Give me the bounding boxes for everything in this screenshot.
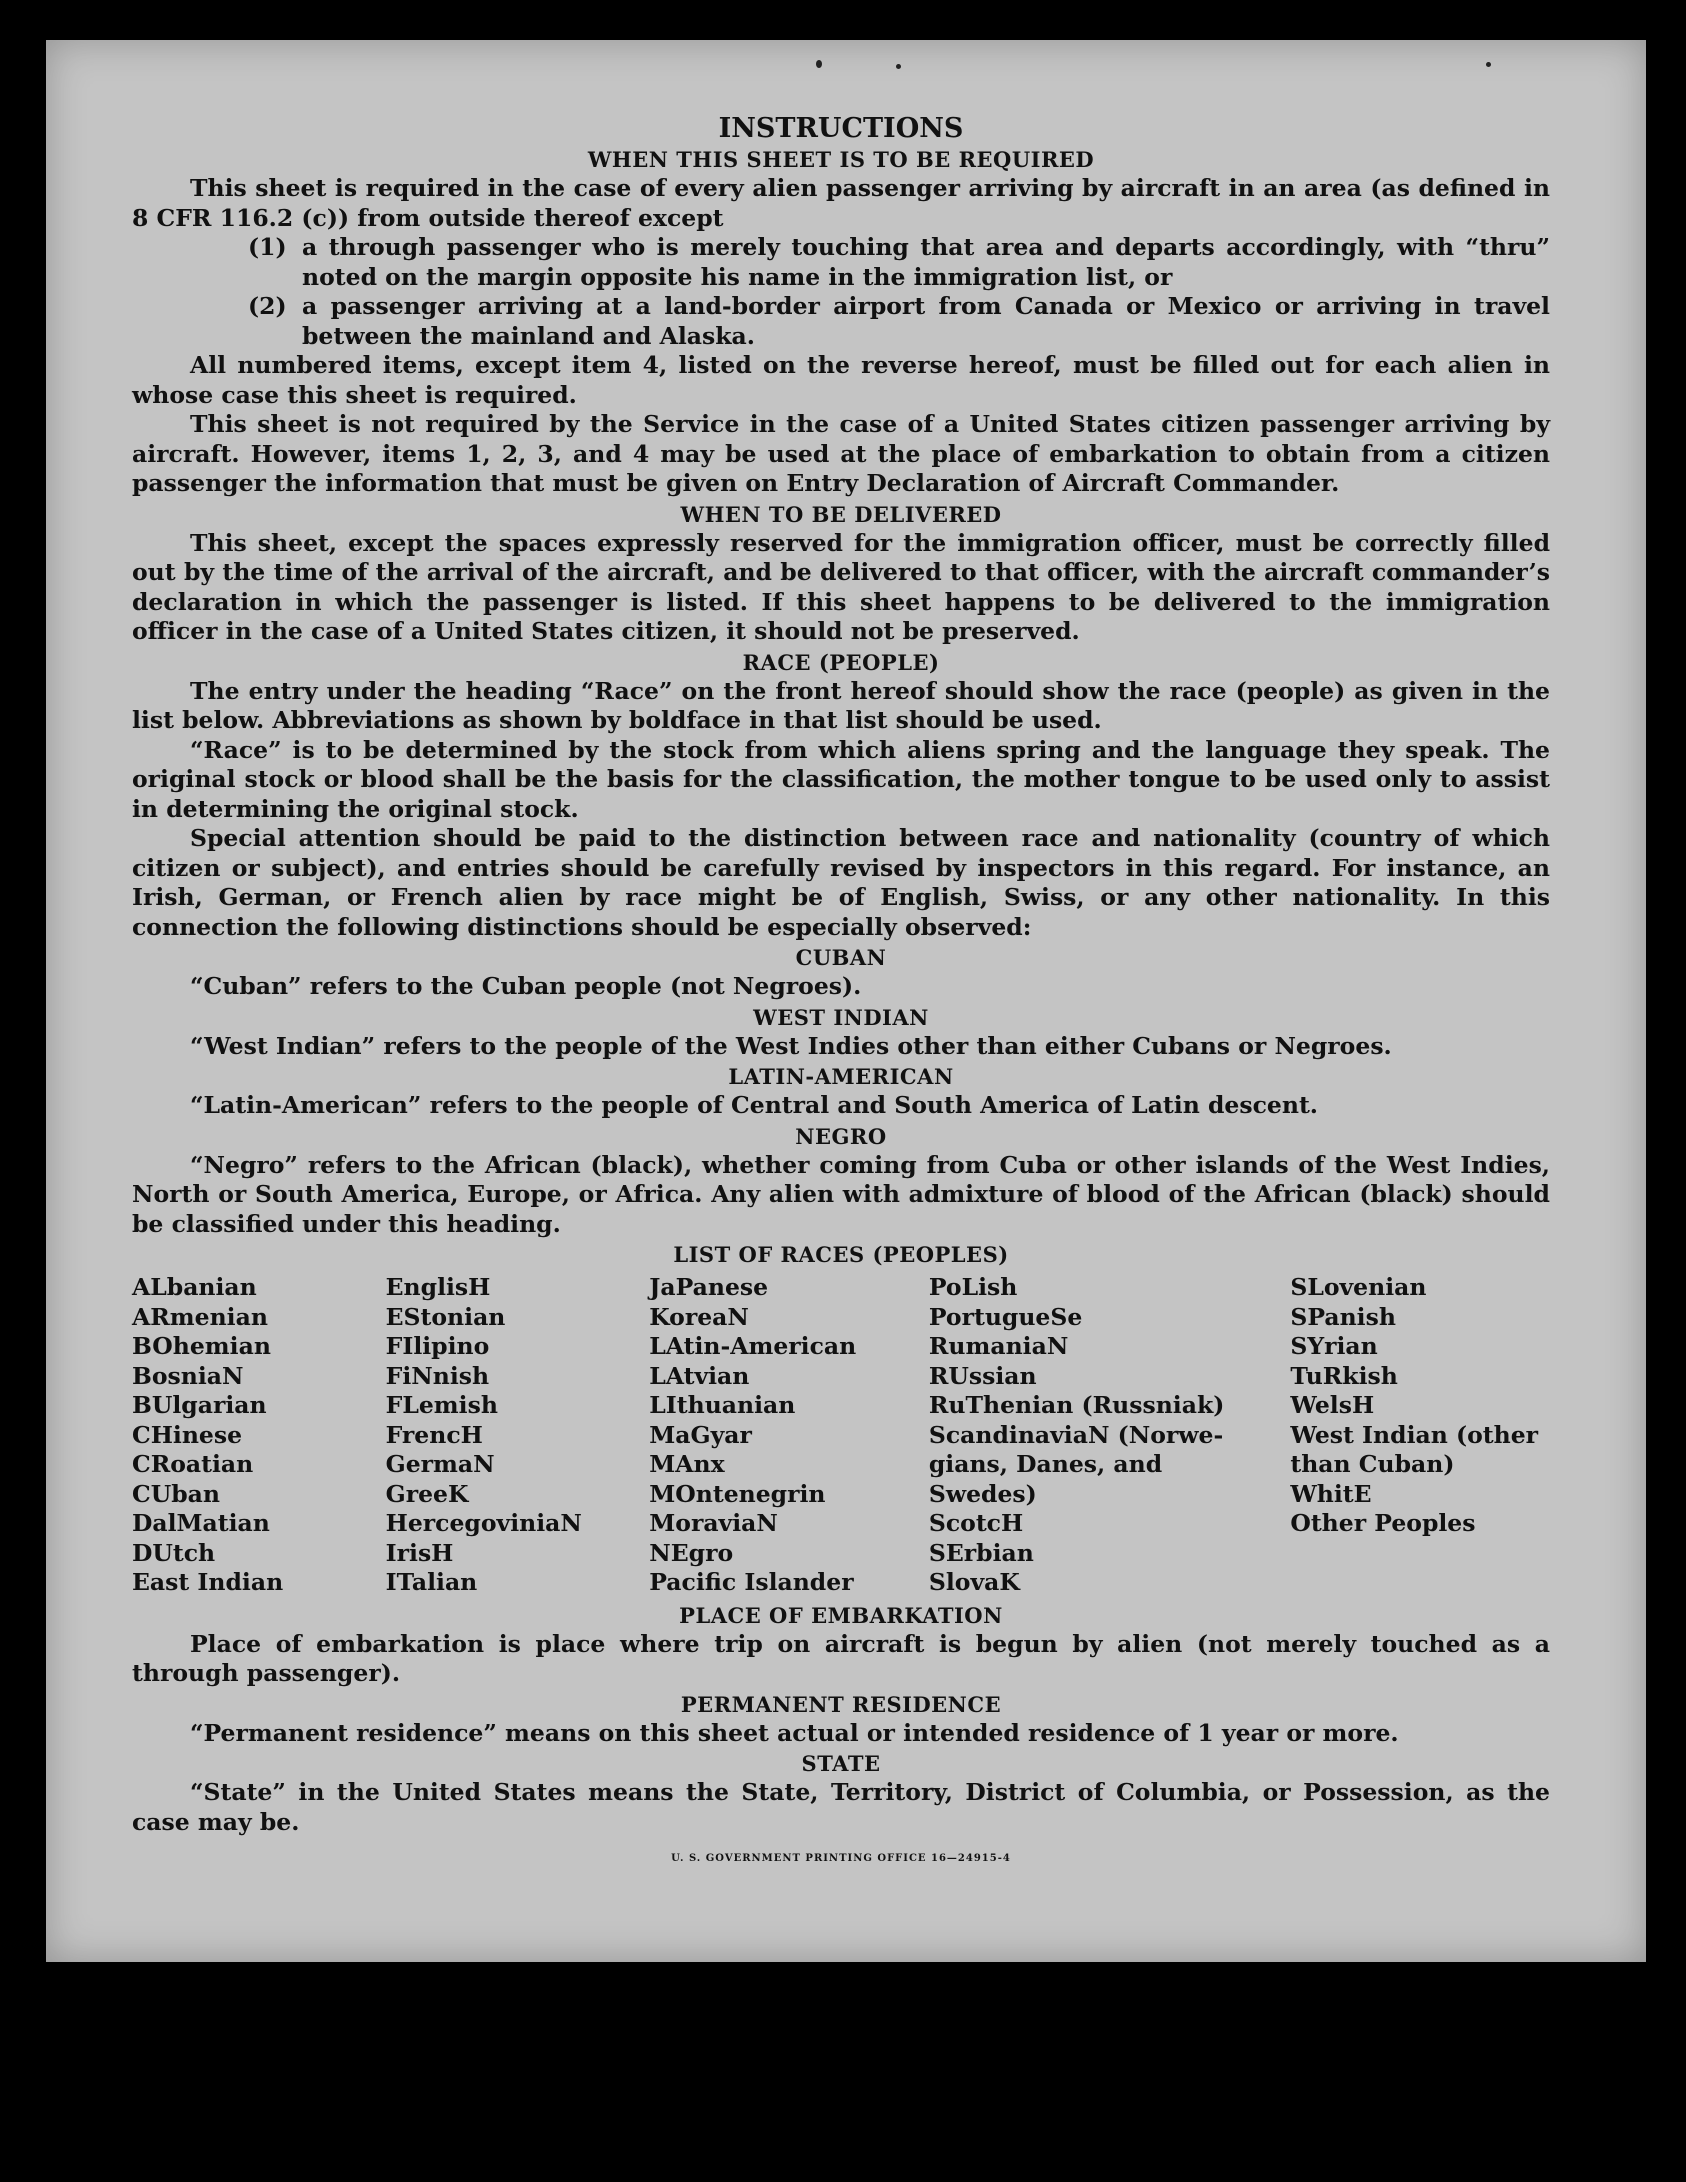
races-list	[132, 1273, 1550, 1598]
ink-speck	[896, 64, 901, 69]
race-para-2: “Race” is to be determined by the stock from which aliens spring and the language they speak. The original stock or blood shall be the basis for the classification, the mother tongue to be used only to assist in determining the original stock.	[132, 735, 1550, 823]
races-column-1	[132, 1273, 386, 1598]
race-entry: EnglisH	[385, 1273, 491, 1301]
race-entry: East Indian	[132, 1568, 284, 1596]
heading-latin-american: LATIN-AMERICAN	[728, 1064, 954, 1089]
heading-race: RACE (PEOPLE)	[742, 649, 940, 675]
heading-west-indian: WEST INDIAN	[753, 1004, 929, 1030]
race-entry: Pacific Islander	[649, 1568, 854, 1596]
race-entry: DalMatian	[132, 1509, 270, 1537]
item-text: a through passenger who is merely touching that area and departs accordingly, with “thru” noted on the margin opposite his name in the immigration list, or	[302, 233, 1550, 291]
race-entry: MaGyar	[649, 1420, 752, 1449]
race-para-3: Special attention should be paid to the distinction between race and nationality (country of which citizen or subject), and entries should be carefully revised by inspectors in this regard. For instance, an Irish, German, or French alien by race might be of English, Swiss, or any other nationality. In this connection the following distinctions should be especially observed:	[132, 824, 1550, 941]
races-column-2	[386, 1273, 650, 1598]
race-entry: LAtin-American	[649, 1332, 857, 1360]
race-entry: SErbian	[928, 1538, 1034, 1567]
heading-cuban: CUBAN	[795, 945, 887, 970]
race-entry: IrisH	[385, 1538, 454, 1567]
race-entry: WelsH	[1290, 1391, 1375, 1419]
race-entry: FrencH	[385, 1420, 483, 1449]
ink-speck	[816, 60, 822, 68]
race-entry: CUban	[132, 1479, 220, 1508]
race-entry: CHinese	[132, 1420, 243, 1449]
race-entry: WhitE	[1290, 1479, 1372, 1508]
printer-imprint: U. S. GOVERNMENT PRINTING OFFICE 16—24915-4	[671, 1853, 1011, 1864]
race-entry: ScandinaviaN (Norwe- gians, Danes, and Swedes)	[928, 1420, 1224, 1508]
race-entry: TuRkish	[1290, 1361, 1398, 1390]
document-title: INSTRUCTIONS	[718, 113, 964, 144]
race-entry: RUssian	[928, 1361, 1037, 1390]
race-entry: ALbanian	[132, 1273, 257, 1301]
delivered-text: This sheet, except the spaces expressly reserved for the immigration officer, must be correctly filled out by the time of the arrival of the aircraft, and be delivered to that officer, with the aircraft commander’s declaration in which the passenger is listed. If this sheet happens to be delivered to the immigration officer in the case of a United States citizen, it should not be preserved.	[132, 528, 1550, 645]
race-entry: RuThenian (Russniak)	[928, 1391, 1225, 1419]
required-intro: This sheet is required in the case of every alien passenger arriving by aircraft in an area (as defined in 8 CFR 116.2 (c)) from outside thereof except	[132, 174, 1550, 232]
race-entry: KoreaN	[649, 1302, 749, 1331]
race-entry: BosniaN	[132, 1361, 244, 1390]
race-entry: SYrian	[1290, 1332, 1378, 1360]
race-entry: PortugueSe	[928, 1302, 1083, 1331]
race-entry: GreeK	[385, 1479, 469, 1508]
exception-item-2	[132, 292, 1550, 351]
required-para-2: All numbered items, except item 4, listed on the reverse hereof, must be filled out for each alien in whose case this sheet is required.	[132, 351, 1550, 409]
race-entry: West Indian (other than Cuban)	[1290, 1420, 1539, 1478]
race-entry: EStonian	[385, 1302, 506, 1331]
race-entry: ScotcH	[928, 1509, 1024, 1537]
race-entry: BOhemian	[132, 1332, 271, 1360]
race-entry: FIlipino	[385, 1332, 490, 1360]
race-entry: PoLish	[928, 1273, 1018, 1301]
race-entry: MOntenegrin	[649, 1479, 826, 1508]
race-entry: LAtvian	[649, 1361, 750, 1390]
race-entry: ITalian	[385, 1568, 478, 1596]
race-entry: SlovaK	[928, 1568, 1020, 1596]
races-column-5	[1290, 1273, 1550, 1598]
item-number: (1)	[248, 233, 287, 261]
cuban-text: “Cuban” refers to the Cuban people (not Negroes).	[190, 972, 862, 1000]
race-entry: NEgro	[649, 1538, 734, 1567]
race-para-1: The entry under the heading “Race” on the front hereof should show the race (people) as given in the list below. Abbreviations as shown by boldface in that list should be used.	[132, 676, 1550, 734]
race-entry: LIthuanian	[649, 1391, 796, 1419]
race-entry: DUtch	[132, 1538, 216, 1567]
race-entry: FLemish	[385, 1391, 498, 1419]
race-entry: MoraviaN	[649, 1509, 778, 1537]
race-entry: MAnx	[649, 1450, 725, 1478]
heading-permanent-residence: PERMANENT RESIDENCE	[680, 1691, 1002, 1717]
embarkation-text: Place of embarkation is place where trip on aircraft is begun by alien (not merely touched as a through passenger).	[132, 1629, 1550, 1687]
negro-text: “Negro” refers to the African (black), whether coming from Cuba or other islands of the West Indies, North or South America, Europe, or Africa. Any alien with admixture of blood of the African (black) should be classified under this heading.	[132, 1150, 1550, 1238]
race-entry: FiNnish	[385, 1361, 490, 1390]
race-entry: Other Peoples	[1290, 1509, 1476, 1537]
race-entry: SPanish	[1290, 1302, 1396, 1331]
races-column-4	[929, 1273, 1290, 1598]
heading-when-delivered: WHEN TO BE DELIVERED	[680, 501, 1002, 527]
heading-negro: NEGRO	[795, 1123, 887, 1149]
race-entry: RumaniaN	[928, 1332, 1069, 1360]
state-text: “State” in the United States means the State, Territory, District of Columbia, or Possession, as the case may be.	[132, 1778, 1550, 1836]
race-entry: BUlgarian	[132, 1391, 267, 1419]
residence-text: “Permanent residence” means on this sheet actual or intended residence of 1 year or more.	[190, 1718, 1399, 1747]
race-entry: GermaN	[385, 1450, 495, 1478]
race-entry: JaPanese	[649, 1273, 769, 1301]
race-entry: CRoatian	[132, 1450, 254, 1478]
west-indian-text: “West Indian” refers to the people of the West Indies other than either Cubans or Negroes.	[190, 1031, 1392, 1060]
race-entry: HercegoviniaN	[385, 1509, 582, 1537]
document-page	[46, 40, 1646, 1962]
heading-list-of-races: LIST OF RACES (PEOPLES)	[673, 1242, 1009, 1267]
exception-item-1	[132, 233, 1550, 292]
heading-when-required: WHEN THIS SHEET IS TO BE REQUIRED	[587, 147, 1095, 172]
latin-american-text: “Latin-American” refers to the people of Central and South America of Latin descent.	[190, 1091, 1318, 1119]
heading-state: STATE	[801, 1751, 881, 1776]
ink-speck	[1486, 62, 1491, 67]
race-entry: ARmenian	[132, 1302, 268, 1331]
heading-embarkation: PLACE OF EMBARKATION	[679, 1602, 1003, 1628]
races-column-3	[649, 1273, 929, 1598]
item-number: (2)	[248, 292, 287, 320]
race-entry: SLovenian	[1290, 1273, 1427, 1301]
required-para-3: This sheet is not required by the Service in the case of a United States citizen passenger arriving by aircraft. However, items 1, 2, 3, and 4 may be used at the place of embarkation to obtain from a citizen passenger the information that must be given on Entry Declaration of Aircraft Commander.	[132, 410, 1550, 497]
item-text: a passenger arriving at a land-border airport from Canada or Mexico or arriving in travel between the mainland and Alaska.	[302, 292, 1550, 350]
